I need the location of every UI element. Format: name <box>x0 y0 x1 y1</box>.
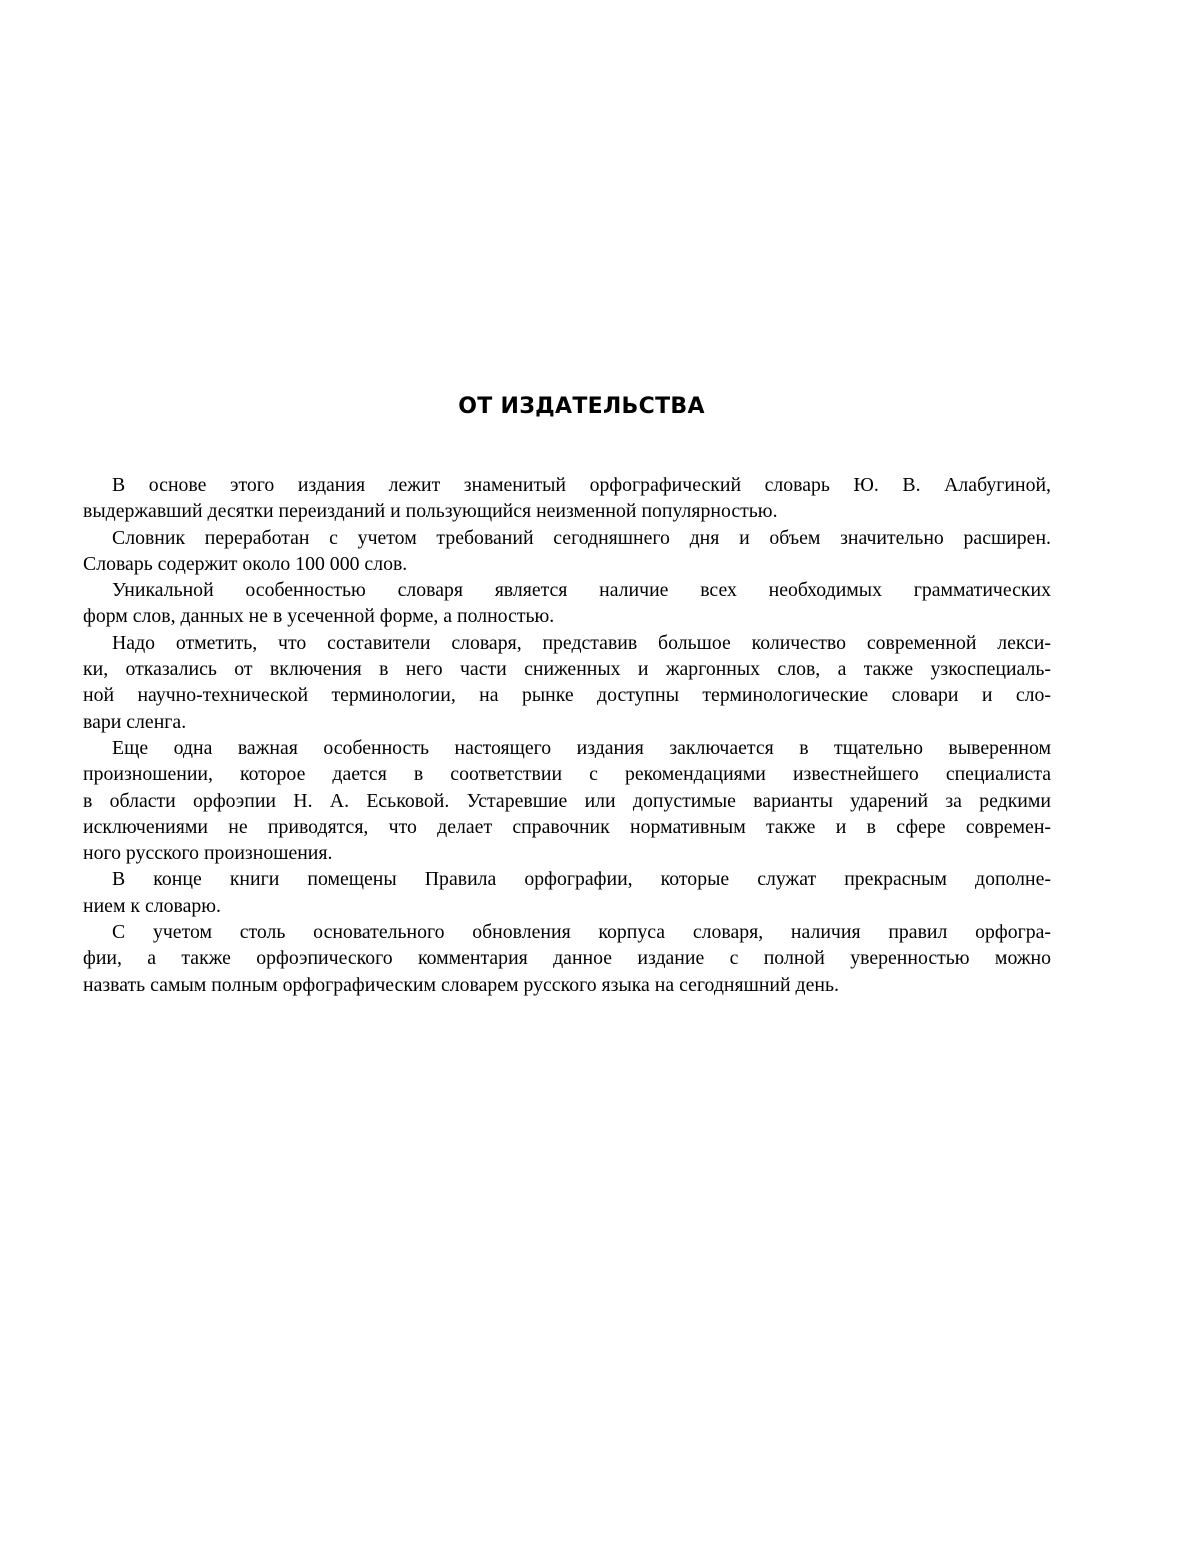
text-line: вари сленга. <box>83 710 187 733</box>
text-line: С учетом столь основательного обновления корпуса словаря, наличия правил орфогра- <box>112 921 1051 944</box>
paragraph-1 <box>83 472 1051 525</box>
text-line: ного русского произношения. <box>83 842 333 865</box>
text-line: фии, а также орфоэпического комментария данное издание с полной уверенностью можно <box>83 947 1051 970</box>
text-line: исключениями не приводятся, что делает справочник нормативным также и в сфере современ- <box>83 815 1051 838</box>
text-line: Еще одна важная особенность настоящего издания заключается в тщательно выверенном <box>112 736 1051 759</box>
paragraph-2 <box>83 525 1051 578</box>
text-line: в области орфоэпии Н. А. Еськовой. Устаревшие или допустимые варианты ударений за редкими <box>83 789 1051 812</box>
text-line: Уникальной особенностью словаря является наличие всех необходимых грамматических <box>112 579 1051 602</box>
text-line: нием к словарю. <box>83 894 221 917</box>
text-line: В конце книги помещены Правила орфографии, которые служат прекрасным дополне- <box>112 868 1051 891</box>
text-line: назвать самым полным орфографическим словарем русского языка на сегодняшний день. <box>83 973 839 996</box>
text-line: Словарь содержит около 100 000 слов. <box>83 552 408 575</box>
text-line: выдержавший десятки переизданий и пользующийся неизменной популярностью. <box>83 500 778 523</box>
paragraph-6 <box>83 866 1051 919</box>
text-line: Словник переработан с учетом требований сегодняшнего дня и объем значительно расширен. <box>112 526 1051 549</box>
text-line: форм слов, данных не в усеченной форме, а полностью. <box>83 605 555 628</box>
text-line: В основе этого издания лежит знаменитый орфографический словарь Ю. В. Алабугиной, <box>112 474 1051 496</box>
paragraph-7 <box>83 919 1051 998</box>
paragraph-5 <box>83 735 1051 866</box>
paragraph-3 <box>83 577 1051 630</box>
text-line: Надо отметить, что составители словаря, представив большое количество современной лекси- <box>112 631 1051 654</box>
paragraph-4 <box>83 630 1051 735</box>
body-text <box>83 472 1051 998</box>
text-line: ной научно-технической терминологии, на рынке доступны терминологические словари и сло- <box>83 684 1051 707</box>
text-line: произношении, которое дается в соответствии с рекомендациями известнейшего специалиста <box>83 763 1051 786</box>
page-title: ОТ ИЗДАТЕЛЬСТВА <box>458 394 705 419</box>
text-line: ки, отказались от включения в него части сниженных и жаргонных слов, а также узкоспециаль- <box>83 658 1051 681</box>
